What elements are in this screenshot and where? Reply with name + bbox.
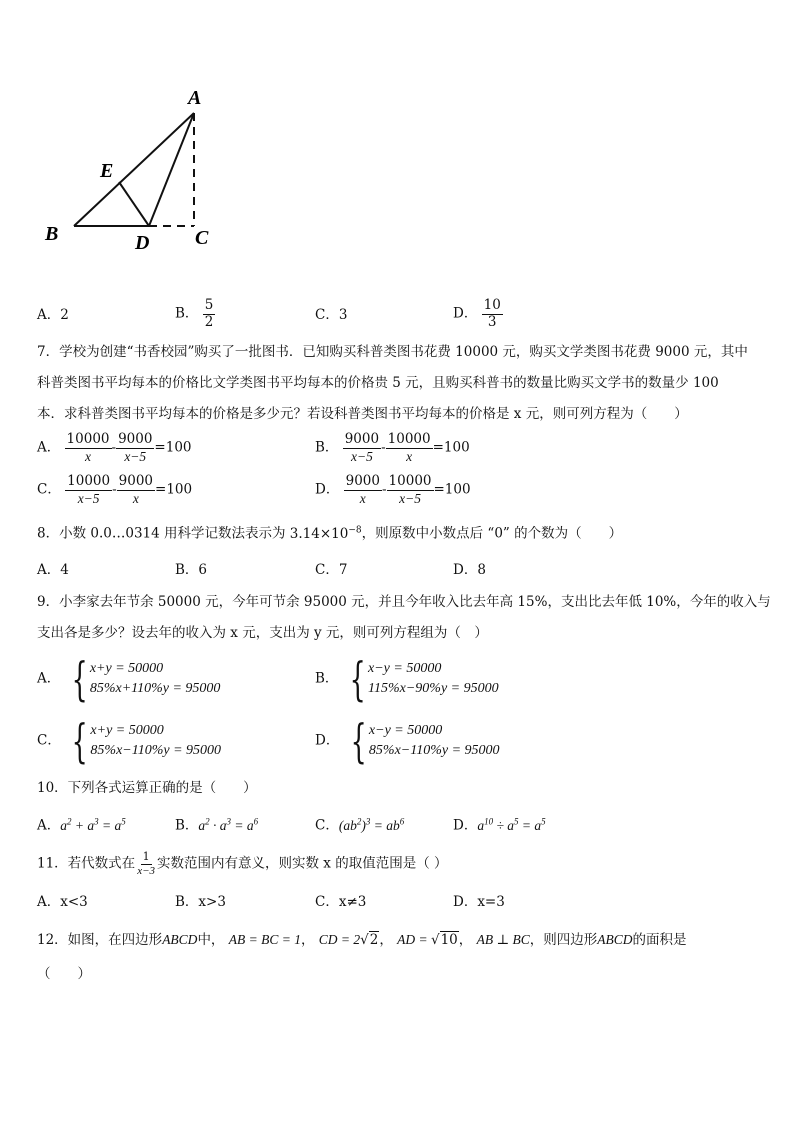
q6-option-b[interactable] xyxy=(175,298,215,330)
q12-stem-line1: 12．如图，在四边形ABCD中， AB = BC = 1， CD = 2√2， AD = √10， AB ⊥ BC，则四边形ABCD的面积是 xyxy=(37,932,687,948)
q9-stem-line2: 支出各是多少？设去年的收入为 x 元，支出为 y 元，则可列方程组为（ ） xyxy=(37,625,488,641)
q6-option-b-label: B． xyxy=(175,305,199,322)
q6-option-d-label: D． xyxy=(453,305,478,322)
point-d-label: D xyxy=(135,232,150,254)
q11-fraction: $\frac{1}{x-3}$ xyxy=(137,850,155,877)
q11-option-d[interactable]: D．x=3 xyxy=(453,894,505,910)
triangle-figure xyxy=(30,80,230,260)
q7-option-c-label: C． xyxy=(37,481,61,498)
q9-option-a-label: A． xyxy=(37,670,61,687)
q10-option-a[interactable]: A．$a^2 + a^3 = a^5$ xyxy=(37,816,126,834)
point-c-label: C xyxy=(195,227,209,249)
q8-option-b[interactable]: B．6 xyxy=(175,562,208,578)
q9-option-b-label: B． xyxy=(315,670,339,687)
q10-option-d[interactable]: D．$a^{10} \div a^5 = a^5$ xyxy=(453,816,546,834)
q8-option-d[interactable]: D．8 xyxy=(453,562,486,578)
q6-option-b-fraction: $\frac{5}{2}$ xyxy=(204,297,214,330)
q6-option-a[interactable]: A．2 xyxy=(37,307,69,323)
q6-option-d-fraction: $\frac{10}{3}$ xyxy=(483,297,501,330)
q12-stem-line2: （ ） xyxy=(37,966,91,982)
q6-option-c[interactable]: C．3 xyxy=(315,307,348,323)
q7-option-a-label: A． xyxy=(37,439,61,456)
q11-stem: 11．若代数式在 $\frac{1}{x-3}$ 实数范围内有意义，则实数 x 的取值范围是（ ） xyxy=(37,850,448,877)
q8-option-c[interactable]: C．7 xyxy=(315,562,348,578)
q11-option-b[interactable]: B．x>3 xyxy=(175,894,226,910)
q9-option-c-label: C． xyxy=(37,732,61,749)
q9-option-d-label: D． xyxy=(315,732,340,749)
q11-option-c[interactable]: C．x≠3 xyxy=(315,894,367,910)
q6-option-d[interactable] xyxy=(453,298,503,330)
q9-stem-line1: 9．小李家去年节余 50000 元，今年可节余 95000 元，并且今年收入比去年高 15%，支出比去年低 10%，今年的收入与 xyxy=(37,594,771,610)
q7-stem-line3: 本．求科普类图书平均每本的价格是多少元？若设科普类图书平均每本的价格是 x 元，则可列方程为（ ） xyxy=(37,406,688,422)
q8-expression: $3.14\times 10^{-8}$ xyxy=(289,525,362,542)
q7-option-a[interactable]: A． $\frac{10000}{x}$ - $\frac{9000}{x-5}$ =100 xyxy=(37,431,192,464)
q9-option-d[interactable]: D． { x−y = 50000 85%x−110%y = 95000 xyxy=(315,714,500,768)
q7-option-c[interactable]: C． $\frac{10000}{x-5}$ - $\frac{9000}{x}$ =100 xyxy=(37,473,193,506)
point-b-label: B xyxy=(45,223,59,245)
q7-option-b-label: B． xyxy=(315,439,339,456)
q7-option-b[interactable]: B． $\frac{9000}{x-5}$ - $\frac{10000}{x}$ =100 xyxy=(315,431,470,464)
q8-stem: 8．小数 0.0…0314 用科学记数法表示为 $3.14\times 10^{-8}$，则原数中小数点后 “0” 的个数为（ ） xyxy=(37,525,623,542)
q7-option-d[interactable]: D． $\frac{9000}{x}$ - $\frac{10000}{x-5}$ =100 xyxy=(315,473,471,506)
q7-stem-line2: 科普类图书平均每本的价格比文学类图书平均每本的价格贵 5 元，且购买科普书的数量比购买文学书的数量少 100 xyxy=(37,375,719,391)
point-a-label: A xyxy=(188,87,202,109)
q10-option-c[interactable]: C．$(ab^2)^3 = ab^6$ xyxy=(315,816,405,834)
q7-stem-line1: 7．学校为创建“书香校园”购买了一批图书．已知购买科普类图书花费 10000 元，购买文学类图书花费 9000 元，其中 xyxy=(37,344,748,360)
q11-option-a[interactable]: A．x<3 xyxy=(37,894,88,910)
q9-option-c[interactable]: C． { x+y = 50000 85%x−110%y = 95000 xyxy=(37,714,222,768)
q9-option-b[interactable]: B． { x−y = 50000 115%x−90%y = 95000 xyxy=(315,652,499,706)
q7-option-d-label: D． xyxy=(315,481,340,498)
q10-stem: 10．下列各式运算正确的是（ ） xyxy=(37,780,257,796)
point-e-label: E xyxy=(100,160,114,182)
q8-option-a[interactable]: A．4 xyxy=(37,562,69,578)
q9-option-a[interactable]: A． { x+y = 50000 85%x+110%y = 95000 xyxy=(37,652,221,706)
q10-option-b[interactable]: B．$a^2 \cdot a^3 = a^6$ xyxy=(175,816,259,834)
